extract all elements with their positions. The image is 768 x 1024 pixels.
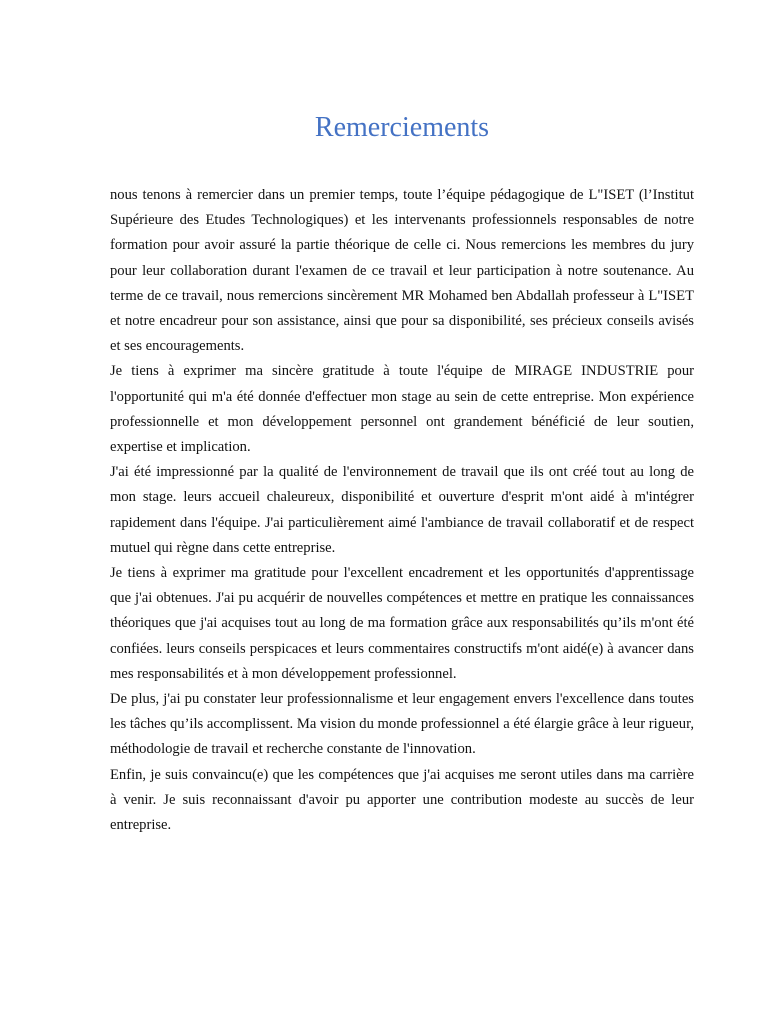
document-body	[110, 183, 694, 838]
paragraph-1: nous tenons à remercier dans un premier temps, toute l’équipe pédagogique de L"ISET (l’Institut Supérieure des Etudes Technologiques) et les intervenants professionnels responsables de notre formation pour avoir assuré la partie théorique de celle ci. Nous remercions les membres du jury pour leur collaboration durant l'examen de ce travail et leur participation à notre soutenance. Au terme de ce travail, nous remercions sincèrement MR Mohamed ben Abdallah professeur à L"ISET et notre encadreur pour son assistance, ainsi que pour sa disponibilité, ses précieux conseils avisés et ses encouragements.	[110, 187, 694, 355]
page-title: Remerciements	[314, 112, 490, 143]
paragraph-4: Je tiens à exprimer ma gratitude pour l'excellent encadrement et les opportunités d'apprentissage que j'ai obtenues. J'ai pu acquérir de nouvelles compétences et mettre en pratique les connaissances théoriques que j'ai acquises tout au long de ma formation grâce aux responsabilités qu’ils m'ont été confiées. leurs conseils perspicaces et leurs commentaires constructifs m'ont aidé(e) à avancer dans mes responsabilités et à mon développement professionnel.	[110, 565, 694, 682]
paragraph-5: De plus, j'ai pu constater leur professionnalisme et leur engagement envers l'excellence dans toutes les tâches qu’ils accomplissent. Ma vision du monde professionnel a été élargie grâce à leur rigueur, méthodologie de travail et recherche constante de l'innovation.	[110, 691, 694, 758]
paragraph-2: Je tiens à exprimer ma sincère gratitude à toute l'équipe de MIRAGE INDUSTRIE pour l'opportunité qui m'a été donnée d'effectuer mon stage au sein de cette entreprise. Mon expérience professionnelle et mon développement personnel ont grandement bénéficié de leur soutien, expertise et implication.	[110, 363, 694, 456]
paragraph-3: J'ai été impressionné par la qualité de l'environnement de travail que ils ont créé tout au long de mon stage. leurs accueil chaleureux, disponibilité et ouverture d'esprit m'ont aidé à m'intégrer rapidement dans l'équipe. J'ai particulièrement aimé l'ambiance de travail collaboratif et de respect mutuel qui règne dans cette entreprise.	[110, 464, 694, 556]
paragraph-6: Enfin, je suis convaincu(e) que les compétences que j'ai acquises me seront utiles dans ma carrière à venir. Je suis reconnaissant d'avoir pu apporter une contribution modeste au succès de leur entreprise.	[110, 766, 694, 834]
